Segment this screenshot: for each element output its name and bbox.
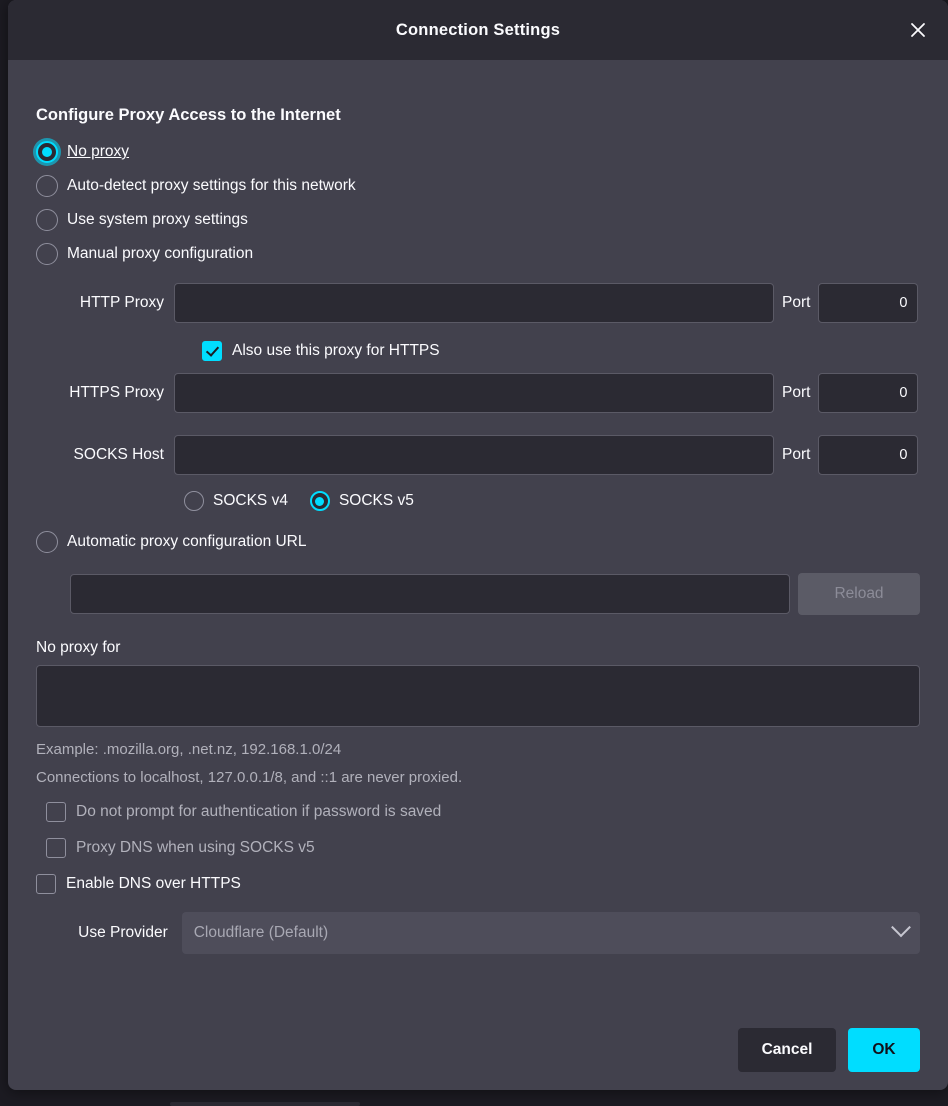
http-proxy-label: HTTP Proxy [79, 294, 164, 311]
socks-port-label: Port [782, 446, 811, 463]
dialog-body [8, 60, 948, 1090]
https-proxy-row [36, 373, 920, 413]
no-prompt-auth-row[interactable] [46, 802, 920, 822]
dialog-titlebar [8, 0, 948, 60]
socks-version-row [184, 491, 920, 511]
also-https-row[interactable] [202, 341, 920, 361]
radio-label-no-proxy: No proxy [67, 143, 130, 160]
close-icon[interactable] [898, 10, 938, 50]
provider-row [62, 912, 920, 954]
proxy-dns-socks5-row[interactable] [46, 838, 920, 858]
radio-pac-url[interactable] [36, 531, 58, 553]
background-bottom-edge [0, 1090, 948, 1106]
https-port-label: Port [782, 384, 811, 401]
enable-doh-row[interactable] [36, 874, 920, 894]
no-prompt-auth-label: Do not prompt for authentication if password is saved [76, 803, 442, 820]
enable-doh-label: Enable DNS over HTTPS [66, 875, 241, 892]
no-prompt-auth-checkbox[interactable] [46, 802, 66, 822]
radio-row-no-proxy[interactable] [36, 135, 920, 169]
also-https-checkbox[interactable] [202, 341, 222, 361]
https-proxy-label: HTTPS Proxy [69, 384, 164, 401]
radio-manual-proxy[interactable] [36, 243, 58, 265]
pac-url-input[interactable] [70, 574, 790, 614]
proxy-dns-socks5-checkbox[interactable] [46, 838, 66, 858]
provider-select[interactable] [182, 912, 920, 954]
https-port-input[interactable] [818, 373, 918, 413]
radio-socks-v4[interactable] [184, 491, 204, 511]
background-tab-strip [170, 1102, 360, 1106]
pac-url-row [70, 573, 920, 615]
radio-label-manual-proxy: Manual proxy configuration [67, 245, 254, 262]
also-https-label: Also use this proxy for HTTPS [232, 342, 440, 359]
http-port-label: Port [782, 294, 811, 311]
no-proxy-for-label: No proxy for [36, 639, 121, 656]
radio-label-socks-v5: SOCKS v5 [338, 492, 414, 509]
dialog-footer [738, 1028, 920, 1072]
socks-host-input[interactable] [174, 435, 774, 475]
connection-settings-dialog [8, 0, 948, 1090]
radio-label-auto-detect-text: Auto-detect proxy settings for this network [67, 177, 356, 194]
proxy-dns-socks5-label: Proxy DNS when using SOCKS v5 [76, 839, 315, 856]
http-proxy-row [36, 283, 920, 323]
chevron-down-icon [891, 917, 911, 937]
radio-row-auto-detect[interactable] [36, 169, 920, 203]
cancel-button[interactable]: Cancel [738, 1028, 836, 1072]
radio-row-manual-proxy[interactable] [36, 237, 920, 271]
radio-row-system-proxy[interactable] [36, 203, 920, 237]
radio-label-pac-url: Automatic proxy configuration URL [67, 533, 307, 550]
http-port-input[interactable] [818, 283, 918, 323]
https-proxy-input[interactable] [174, 373, 774, 413]
page-title: Configure Proxy Access to the Internet [36, 106, 341, 124]
background-left-edge [0, 0, 8, 1106]
radio-label-socks-v4: SOCKS v4 [213, 492, 288, 509]
no-proxy-note: Connections to localhost, 127.0.0.1/8, and ::1 are never proxied. [36, 769, 463, 786]
radio-label-auto-detect [67, 177, 356, 195]
provider-selected-value: Cloudflare (Default) [193, 924, 329, 941]
provider-label: Use Provider [78, 924, 168, 941]
radio-system-proxy[interactable] [36, 209, 58, 231]
radio-socks-v5[interactable] [310, 491, 330, 511]
socks-port-input[interactable] [818, 435, 918, 475]
socks-host-row [36, 435, 920, 475]
reload-button[interactable]: Reload [798, 573, 920, 615]
ok-button[interactable]: OK [848, 1028, 920, 1072]
radio-label-system-proxy: Use system proxy settings [67, 211, 248, 228]
dialog-title: Connection Settings [395, 20, 561, 39]
http-proxy-input[interactable] [174, 283, 774, 323]
socks-host-label: SOCKS Host [73, 446, 164, 463]
radio-row-pac-url[interactable] [36, 525, 920, 559]
radio-no-proxy[interactable] [36, 141, 58, 163]
enable-doh-checkbox[interactable] [36, 874, 56, 894]
radio-auto-detect[interactable] [36, 175, 58, 197]
no-proxy-example: Example: .mozilla.org, .net.nz, 192.168.1.0/24 [36, 741, 342, 758]
no-proxy-for-textarea[interactable] [36, 665, 920, 727]
